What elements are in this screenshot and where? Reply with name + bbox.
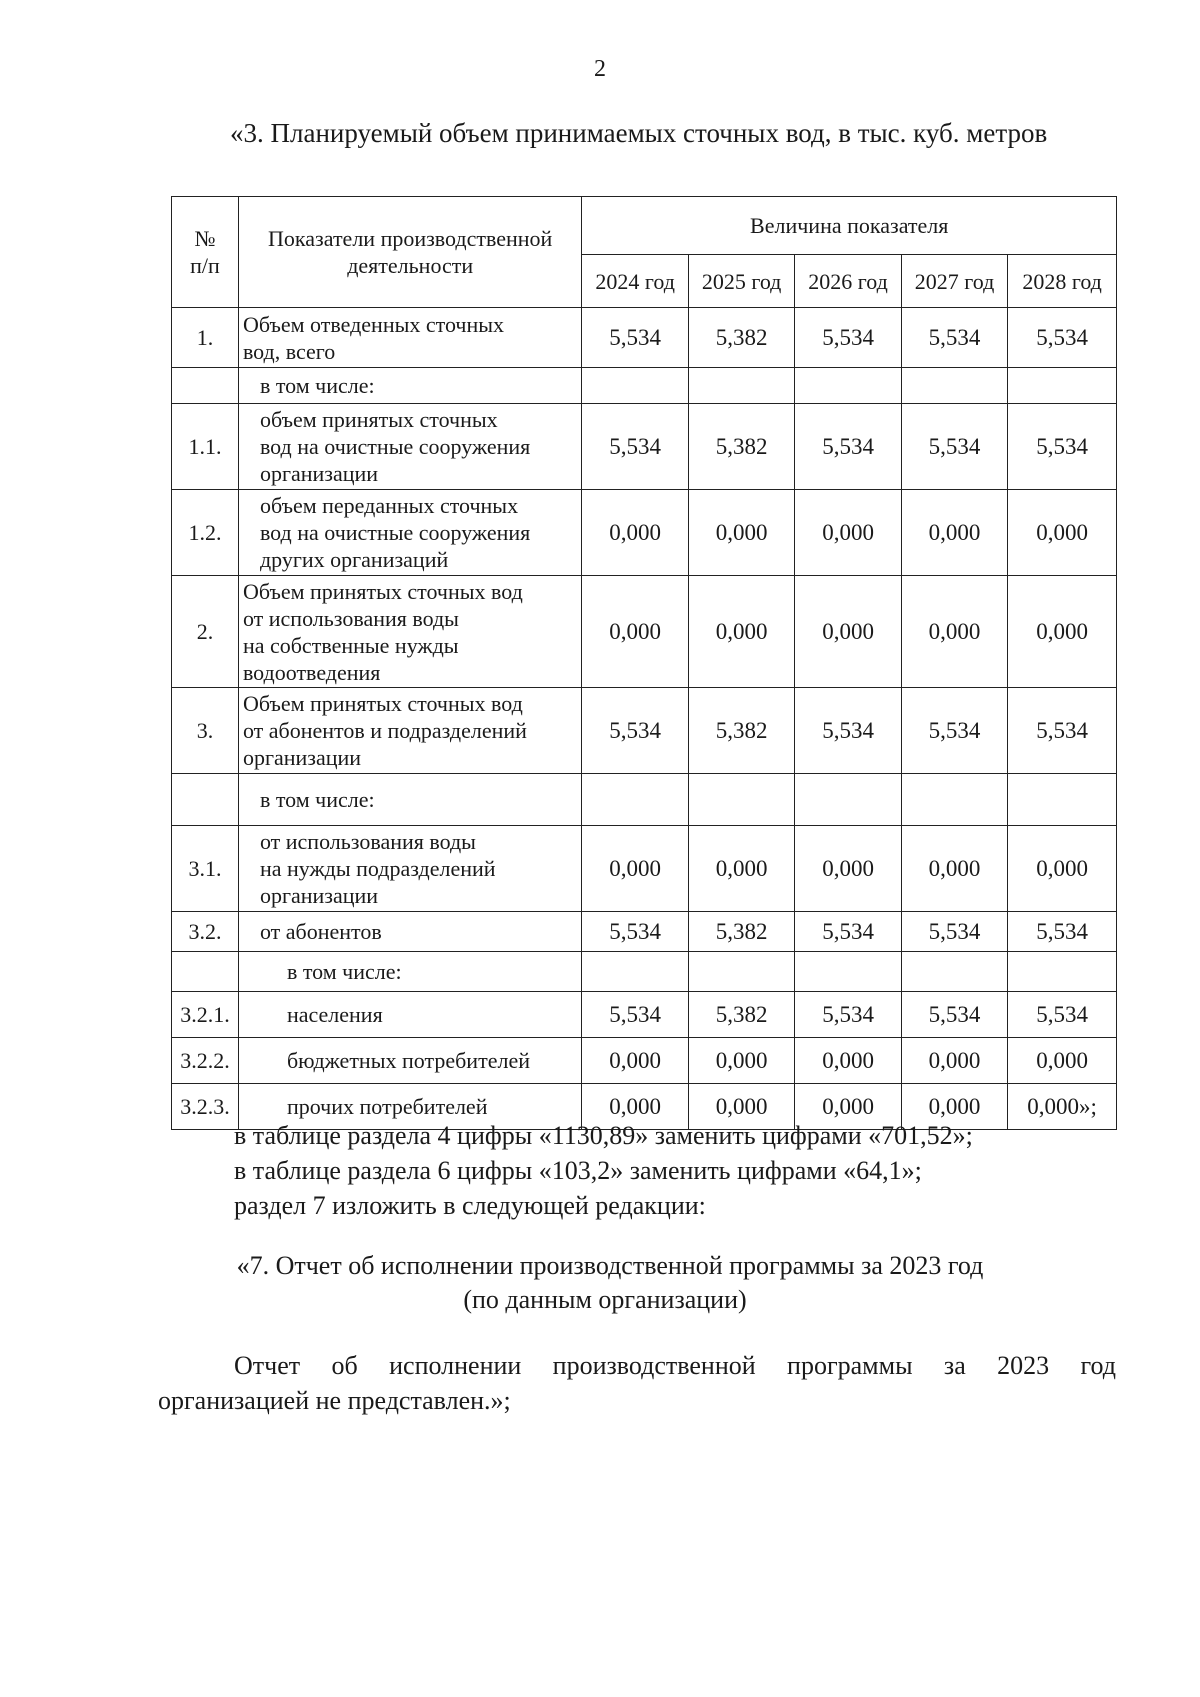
value-cell: 0,000 [688, 490, 794, 576]
value-cell: 0,000 [901, 576, 1007, 688]
indicator-line: от использования воды [242, 605, 459, 631]
value-cell: 5,534 [1008, 912, 1117, 952]
header-value-group: Величина показателя [582, 197, 1117, 255]
row-number [172, 774, 239, 826]
section-title: «3. Планируемый объем принимаемых сточных вод, в тыс. куб. метров [230, 118, 1048, 148]
header-year: 2026 год [795, 255, 901, 308]
header-year: 2027 год [901, 255, 1007, 308]
indicator-line: организации [242, 745, 362, 770]
table-row [172, 576, 1117, 688]
row-indicator [238, 952, 582, 992]
row-indicator [238, 576, 582, 688]
indicator-line: объем принятых сточных [259, 407, 498, 432]
value-cell: 5,534 [582, 404, 688, 490]
table-row [172, 1038, 1117, 1084]
indicator-line: Объем принятых сточных вод [242, 691, 523, 716]
indicator-line: в том числе: [286, 959, 402, 984]
value-cell: 5,534 [901, 992, 1007, 1038]
value-cell: 5,534 [795, 912, 901, 952]
value-cell: 5,534 [582, 992, 688, 1038]
value-cell [582, 368, 688, 404]
table-row [172, 952, 1117, 992]
row-indicator [238, 826, 582, 912]
section7-subheading: (по данным организации) [463, 1285, 747, 1314]
indicator-line: вод на очистные сооружения [259, 434, 531, 459]
value-cell: 0,000 [795, 490, 901, 576]
row-number [172, 952, 239, 992]
value-cell [901, 774, 1007, 826]
table-row [172, 368, 1117, 404]
row-number: 3.2.2. [172, 1038, 239, 1084]
indicator-line: населения [286, 1002, 383, 1027]
amendment-line: в таблице раздела 4 цифры «1130,89» заменить цифрами «701,52»; [234, 1121, 973, 1150]
value-cell: 0,000 [901, 490, 1007, 576]
row-indicator [238, 308, 582, 368]
value-cell: 0,000 [582, 1038, 688, 1084]
value-cell: 0,000 [688, 1038, 794, 1084]
indicator-line: от использования воды [259, 829, 476, 854]
row-number: 3.2. [172, 912, 239, 952]
table-row [172, 992, 1117, 1038]
value-cell: 5,534 [795, 404, 901, 490]
row-number [172, 368, 239, 404]
indicator-line: в том числе: [259, 787, 375, 812]
value-cell: 0,000 [582, 576, 688, 688]
header-number: № п/п [172, 197, 239, 308]
row-number: 1. [172, 308, 239, 368]
value-cell: 5,534 [582, 688, 688, 774]
row-number: 3.2.3. [172, 1084, 239, 1130]
indicators-table [171, 196, 1117, 1130]
indicator-line: Объем принятых сточных вод [242, 578, 523, 604]
value-cell: 5,534 [1008, 992, 1117, 1038]
value-cell: 0,000 [901, 1038, 1007, 1084]
indicator-line: организации [259, 883, 379, 908]
row-number: 2. [172, 576, 239, 688]
value-cell: 0,000 [688, 826, 794, 912]
value-cell [795, 368, 901, 404]
indicator-line: на собственные нужды [242, 632, 459, 658]
header-year: 2025 год [688, 255, 794, 308]
value-cell: 0,000 [1008, 1038, 1117, 1084]
value-cell [582, 952, 688, 992]
value-cell: 5,534 [901, 688, 1007, 774]
page-number: 2 [594, 56, 606, 82]
value-cell: 0,000 [582, 826, 688, 912]
indicator-line: объем переданных сточных [259, 493, 519, 518]
value-cell: 0,000 [582, 490, 688, 576]
row-indicator [238, 490, 582, 576]
value-cell: 5,382 [688, 688, 794, 774]
section7-heading: «7. Отчет об исполнении производственной программы за 2023 год [236, 1251, 984, 1280]
row-number: 3. [172, 688, 239, 774]
indicator-line: от абонентов [259, 919, 382, 944]
row-indicator [238, 774, 582, 826]
indicator-line: в том числе: [259, 373, 375, 398]
indicator-line: водоотведения [242, 659, 381, 685]
value-cell: 0,000 [688, 1084, 794, 1130]
value-cell: 0,000 [1008, 490, 1117, 576]
row-number: 3.1. [172, 826, 239, 912]
section7-paragraph-line: Отчет об исполнении производственной программы за 2023 год [234, 1351, 1116, 1380]
value-cell: 5,382 [688, 912, 794, 952]
table-row [172, 826, 1117, 912]
value-cell: 5,534 [795, 688, 901, 774]
value-cell [795, 952, 901, 992]
value-cell [1008, 952, 1117, 992]
amendment-line: в таблице раздела 6 цифры «103,2» заменить цифрами «64,1»; [234, 1156, 922, 1185]
row-indicator [238, 992, 582, 1038]
value-cell: 5,534 [795, 308, 901, 368]
value-cell: 5,534 [901, 404, 1007, 490]
value-cell: 0,000 [795, 1084, 901, 1130]
value-cell: 5,534 [582, 912, 688, 952]
value-cell: 5,534 [1008, 688, 1117, 774]
value-cell: 5,534 [901, 912, 1007, 952]
header-year: 2028 год [1008, 255, 1117, 308]
value-cell: 0,000 [795, 826, 901, 912]
value-cell: 5,382 [688, 308, 794, 368]
row-number: 1.1. [172, 404, 239, 490]
value-cell [901, 952, 1007, 992]
value-cell [1008, 774, 1117, 826]
indicator-line: бюджетных потребителей [286, 1048, 530, 1073]
indicator-line: от абонентов и подразделений [242, 718, 527, 743]
section7-paragraph-line: организацией не представлен.»; [158, 1386, 511, 1415]
value-cell: 0,000»; [1008, 1084, 1117, 1130]
value-cell: 5,534 [795, 992, 901, 1038]
indicator-line: прочих потребителей [286, 1094, 488, 1119]
value-cell: 5,534 [1008, 404, 1117, 490]
row-number: 1.2. [172, 490, 239, 576]
table-row [172, 490, 1117, 576]
table-row [172, 688, 1117, 774]
header-indicator: Показатели производственной деятельности [238, 197, 582, 308]
value-cell [582, 774, 688, 826]
value-cell: 0,000 [1008, 826, 1117, 912]
indicator-line: вод, всего [242, 338, 336, 364]
value-cell: 0,000 [795, 576, 901, 688]
value-cell: 0,000 [1008, 576, 1117, 688]
value-cell: 5,382 [688, 404, 794, 490]
value-cell: 5,534 [901, 308, 1007, 368]
value-cell: 0,000 [901, 1084, 1007, 1130]
value-cell [688, 952, 794, 992]
value-cell [795, 774, 901, 826]
indicator-line: вод на очистные сооружения [259, 520, 531, 545]
value-cell: 0,000 [582, 1084, 688, 1130]
value-cell: 5,382 [688, 992, 794, 1038]
row-indicator [238, 404, 582, 490]
table-row [172, 774, 1117, 826]
value-cell: 0,000 [688, 576, 794, 688]
row-indicator [238, 1038, 582, 1084]
value-cell: 0,000 [901, 826, 1007, 912]
table-row [172, 308, 1117, 368]
indicator-line: организации [259, 461, 379, 486]
value-cell: 5,534 [582, 308, 688, 368]
value-cell [688, 368, 794, 404]
amendment-line: раздел 7 изложить в следующей редакции: [234, 1191, 706, 1220]
value-cell [1008, 368, 1117, 404]
value-cell [688, 774, 794, 826]
value-cell [901, 368, 1007, 404]
indicator-line: на нужды подразделений [259, 856, 496, 881]
table-row [172, 404, 1117, 490]
indicator-line: других организаций [259, 547, 449, 572]
value-cell: 5,534 [1008, 308, 1117, 368]
row-indicator [238, 688, 582, 774]
row-indicator [238, 912, 582, 952]
indicator-line: Объем отведенных сточных [242, 311, 505, 337]
value-cell: 0,000 [795, 1038, 901, 1084]
table-row [172, 912, 1117, 952]
row-number: 3.2.1. [172, 992, 239, 1038]
header-year: 2024 год [582, 255, 688, 308]
row-indicator [238, 368, 582, 404]
